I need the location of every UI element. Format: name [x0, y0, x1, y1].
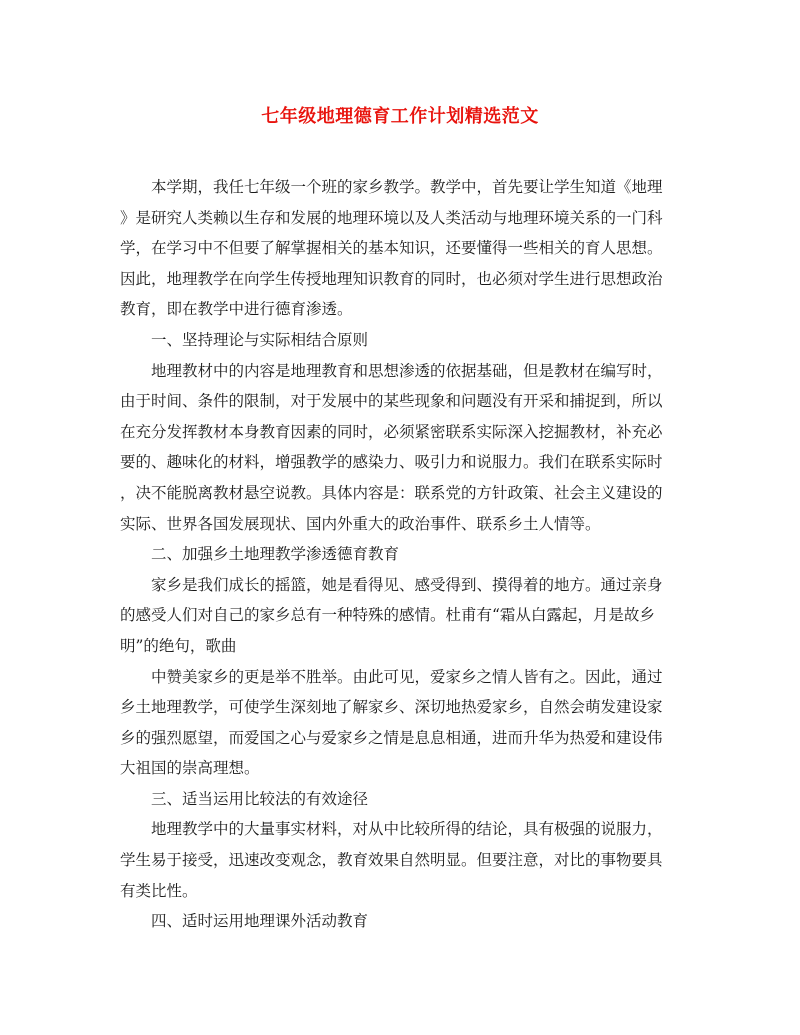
paragraph-line: 教育，即在教学中进行德育渗透。 [120, 300, 353, 319]
section-heading: 四、适时运用地理课外活动教育 [120, 912, 369, 931]
paragraph-line: 的感受人们对自己的家乡总有一种特殊的感情。杜甫有“霜从白露起，月是故乡 [120, 606, 655, 625]
paragraph-line: 乡土地理教学，可使学生深刻地了解家乡、深切地热爱家乡，自然会萌发建设家 [120, 698, 663, 717]
paragraph-line: 学生易于接受，迅速改变观念，教育效果自然明显。但要注意，对比的事物要具 [120, 851, 663, 870]
section-heading: 二、加强乡土地理教学渗透德育教育 [120, 545, 400, 564]
paragraph-line: 地理教材中的内容是地理教育和思想渗透的依据基础，但是教材在编写时， [120, 361, 663, 380]
paragraph-line: ，决不能脱离教材悬空说教。具体内容是：联系党的方针政策、社会主义建设的 [120, 483, 663, 502]
paragraph-line: 地理教学中的大量事实材料，对从中比较所得的结论，具有极强的说服力， [120, 820, 663, 839]
paragraph-line: 》是研究人类赖以生存和发展的地理环境以及人类活动与地理环境关系的一门科 [120, 208, 663, 227]
paragraph-line: 要的、趣味化的材料，增强教学的感染力、吸引力和说服力。我们在联系实际时 [120, 453, 663, 472]
paragraph-line: 中赞美家乡的更是举不胜举。由此可见，爱家乡之情人皆有之。因此，通过 [120, 667, 663, 686]
document-title: 七年级地理德育工作计划精选范文 [261, 106, 539, 127]
section-heading: 三、适当运用比较法的有效途径 [120, 789, 369, 808]
paragraph-line: 乡的强烈愿望，而爱国之心与爱家乡之情是息息相通，进而升华为热爱和建设伟 [120, 728, 663, 747]
paragraph-line: 因此，地理教学在向学生传授地理知识教育的同时，也必须对学生进行思想政治 [120, 269, 663, 288]
section-heading: 一、坚持理论与实际相结合原则 [120, 330, 369, 349]
paragraph-line: 本学期，我任七年级一个班的家乡教学。教学中，首先要让学生知道《地理 [120, 178, 663, 196]
document-body [120, 172, 682, 937]
paragraph-line: 学，在学习中不但要了解掌握相关的基本知识，还要懂得一些相关的育人思想。 [120, 239, 663, 258]
paragraph-line: 明”的绝句，歌曲 [120, 636, 237, 655]
paragraph-line: 由于时间、条件的限制，对于发展中的某些现象和问题没有开采和捕捉到，所以 [120, 392, 663, 411]
paragraph-line: 实际、世界各国发展现状、国内外重大的政治事件、联系乡土人情等。 [120, 514, 601, 533]
paragraph-line: 在充分发挥教材本身教育因素的同时，必须紧密联系实际深入挖掘教材，补充必 [120, 422, 663, 441]
paragraph-line: 家乡是我们成长的摇篮，她是看得见、感受得到、摸得着的地方。通过亲身 [120, 575, 663, 594]
paragraph-line: 大祖国的崇高理想。 [120, 759, 260, 778]
paragraph-line: 有类比性。 [120, 881, 198, 900]
